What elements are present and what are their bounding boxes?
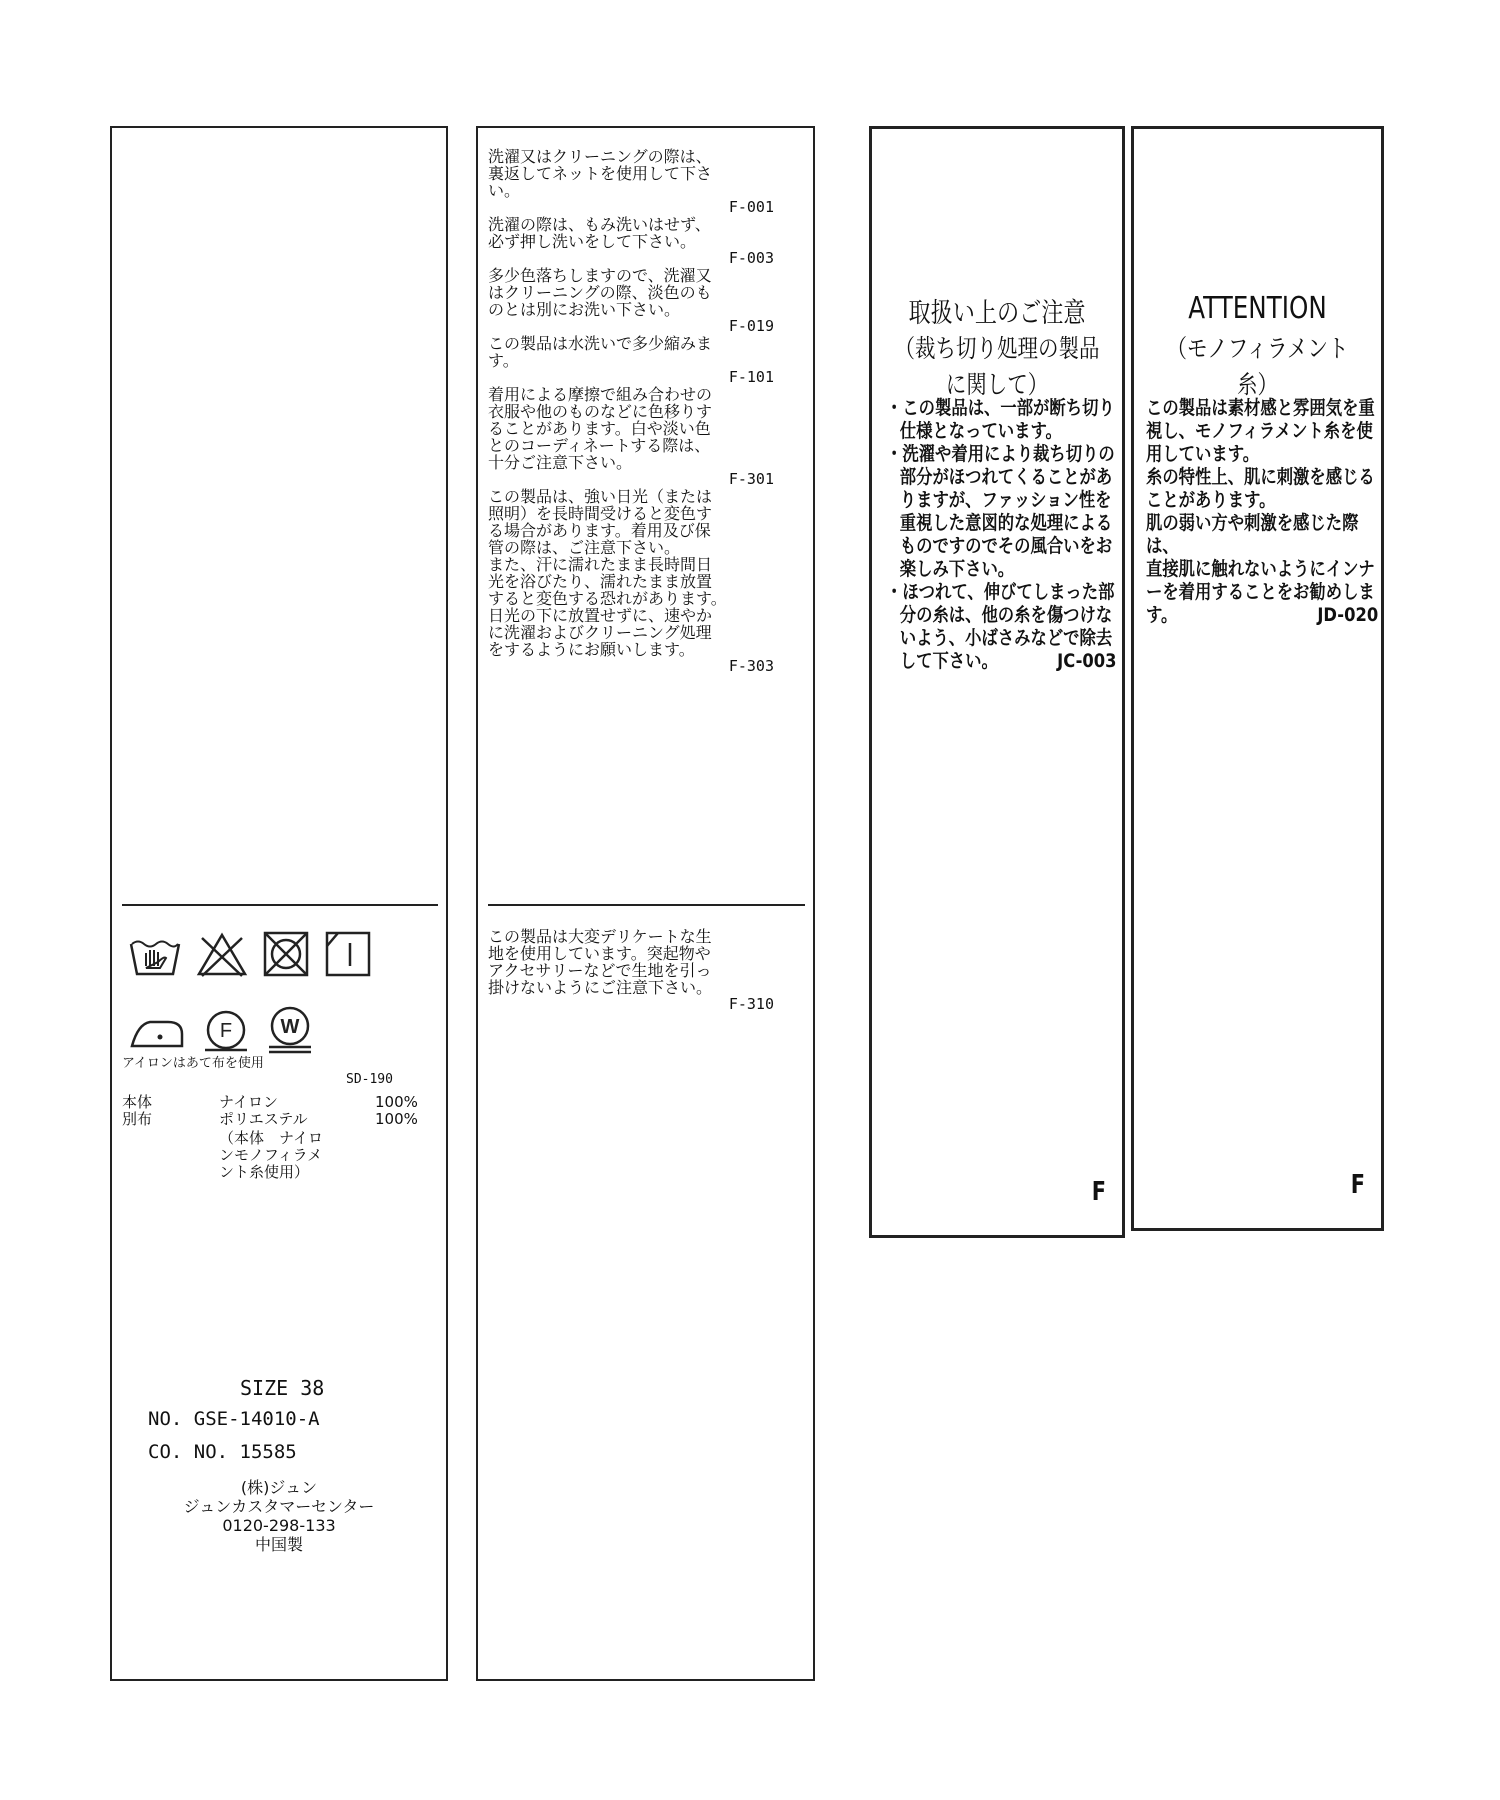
sd-code: SD-190	[346, 1072, 393, 1087]
size-line	[240, 1376, 324, 1400]
care-item	[488, 386, 774, 488]
composition-material: ポリエステル	[219, 1110, 308, 1128]
composition-part: 本体	[122, 1093, 153, 1111]
phone-number: 0120-298-133	[222, 1516, 336, 1535]
care-text: 洗濯又はクリーニングの際は、 裏返してネットを使用して下さ い。	[488, 147, 713, 200]
label-divider	[488, 904, 805, 906]
caution-title: 取扱い上のご注意	[908, 298, 1086, 329]
caution-code: JC-003	[1057, 650, 1117, 672]
care-label-main	[110, 126, 448, 1681]
composition-percent: 100%	[375, 1110, 418, 1128]
composition-part: 別布	[122, 1110, 153, 1128]
composition-note: （本体 ナイロ ンモノフィラメ ント糸使用）	[219, 1129, 323, 1181]
f-mark: F	[1092, 1177, 1107, 1207]
dry-clean-f-icon	[202, 1006, 250, 1054]
care-code: F-310	[728, 995, 774, 1013]
care-item	[488, 488, 774, 675]
care-item	[488, 267, 774, 335]
caution-bullet: ・ほつれて、伸びてしまった部 分の糸は、他の糸を傷つけな いよう、小ばさみなどで除去 して下さい。	[886, 581, 1115, 672]
care-text: 着用による摩擦で組み合わせの 衣服や他のものなどに色移りす ることがあります。白や淡い色 とのコーディネートする際は、 十分ご注意下さい。	[488, 385, 713, 472]
company-name: (株)ジュン	[240, 1478, 318, 1497]
composition-material: ナイロン	[219, 1093, 278, 1111]
care-code: F-303	[728, 657, 774, 675]
caution-bullet: ・この製品は、一部が断ち切り 仕様となっています。	[886, 397, 1115, 442]
attention-code: JD-020	[1317, 604, 1379, 626]
customer-center: ジュンカスタマーセンター	[183, 1497, 375, 1516]
care-text: 多少色落ちしますので、洗濯又 はクリーニングの際、淡色のも のとは別にお洗い下さい。	[488, 266, 712, 319]
no-tumble-dry-icon	[262, 930, 310, 978]
caution-label-cut-edge	[869, 126, 1125, 1238]
hand-wash-icon	[128, 936, 182, 978]
no-bleach-icon	[196, 932, 248, 978]
care-text: この製品は大変デリケートな生 地を使用しています。突起物や アクセサリーなどで生地を引っ 掛けないようにご注意下さい。	[488, 927, 713, 997]
company-info	[112, 1478, 446, 1554]
fiber-composition	[122, 1093, 442, 1181]
label-divider	[122, 904, 438, 906]
composition-row	[122, 1111, 442, 1128]
care-text: この製品は水洗いで多少縮みま す。	[488, 334, 713, 370]
caution-bullet: ・洗濯や着用により裁ち切りの 部分がほつれてくることがあ りますが、ファッション性を 重視した意図的な処理による ものですのでその風合いをお 楽しみ下さい。	[886, 443, 1115, 580]
care-item	[488, 335, 774, 386]
f-mark: F	[1351, 1170, 1366, 1200]
caution-body	[886, 397, 1116, 673]
care-code: F-003	[728, 249, 774, 267]
attention-text: この製品は素材感と雰囲気を重 視し、モノフィラメント糸を使 用しています。 糸の特性上、肌に刺激を感じる ことがあります。 肌の弱い方や刺激を感じた際は、 直接肌に触れないようにインナ ーを着用することをお勧めしま す。	[1146, 397, 1375, 626]
caution-subtitle: （裁ち切り処理の製品に関して）	[894, 334, 1100, 399]
iron-low-icon	[128, 1012, 186, 1052]
care-code: F-101	[728, 368, 774, 386]
care-label-instructions	[476, 126, 815, 1681]
attention-label-monofilament	[1131, 126, 1384, 1231]
country-of-origin: 中国製	[254, 1535, 303, 1554]
product-number: NO. GSE-14010-A	[148, 1408, 320, 1430]
attention-body	[1146, 397, 1378, 627]
iron-note: アイロンはあて布を使用	[122, 1056, 264, 1071]
co-number: CO. NO. 15585	[148, 1441, 297, 1463]
care-item	[488, 216, 774, 267]
care-text: 洗濯の際は、もみ洗いはせず、 必ず押し洗いをして下さい。	[488, 215, 711, 251]
attention-title: ATTENTION	[1188, 291, 1327, 326]
size-value: 38	[300, 1376, 325, 1400]
care-instructions-bottom	[488, 928, 774, 1013]
care-code: F-001	[728, 198, 774, 216]
size-label: SIZE	[240, 1376, 289, 1400]
svg-text:W: W	[280, 1016, 300, 1038]
care-text: この製品は、強い日光（または 照明）を長時間受けると変色す る場合があります。着用及び保 管の際は、ご注意下さい。 また、汗に濡れたまま長時間日 光を浴びたり、濡れたまま放置 すると変色する恐れがあります。 日光の下に放置せずに、速やか に洗濯およびクリーニング処理 をするようにお願いします。	[488, 487, 727, 659]
svg-text:F: F	[219, 1020, 233, 1042]
care-code: F-019	[728, 317, 774, 335]
wet-clean-w-icon	[266, 1004, 314, 1054]
composition-percent: 100%	[375, 1093, 418, 1111]
care-item	[488, 928, 774, 1013]
composition-row	[122, 1094, 442, 1111]
care-item	[488, 148, 774, 216]
care-code: F-301	[728, 470, 774, 488]
attention-subtitle: （モノフィラメント糸）	[1166, 334, 1349, 399]
care-instructions-top	[488, 148, 774, 675]
line-dry-icon	[324, 930, 372, 978]
